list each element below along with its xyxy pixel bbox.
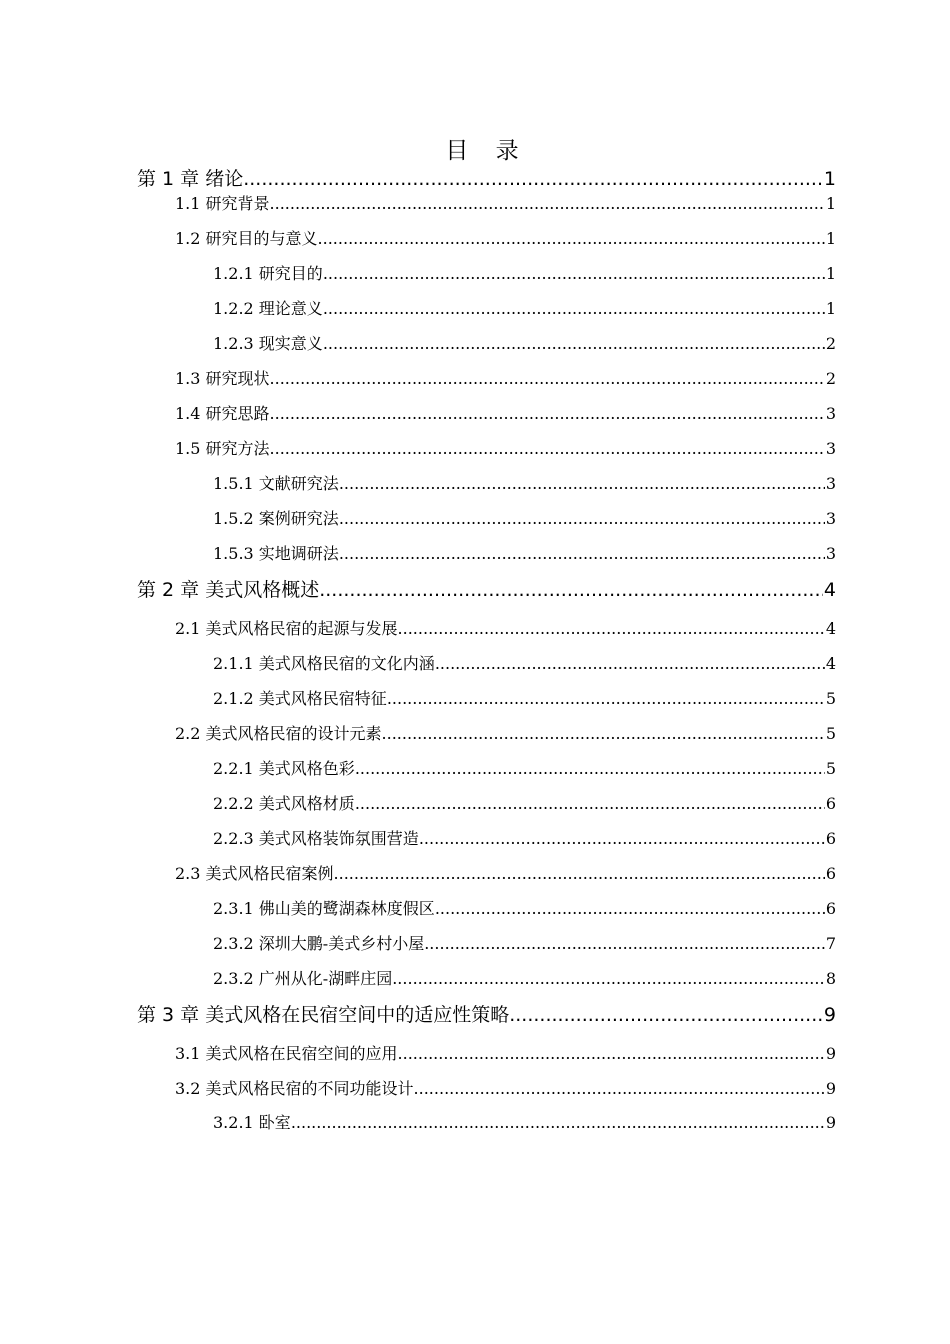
toc-page-number: 6 (825, 829, 836, 848)
toc-leader (392, 966, 825, 992)
toc-leader (509, 1000, 823, 1030)
toc-page-number: 3 (825, 509, 836, 528)
toc-entry-2-1[interactable] (175, 616, 836, 642)
toc-leader (270, 366, 825, 392)
toc-entry-text: 1.2.1 研究目的 (213, 264, 323, 283)
toc-entry-text: 1.2.2 理论意义 (213, 299, 323, 318)
toc-entry-text: 2.3.2 深圳大鹏-美式乡村小屋 (213, 934, 425, 953)
toc-leader (424, 931, 825, 957)
toc-entry-text: 2.2.2 美式风格材质 (213, 794, 355, 813)
toc-entry-chapter-1[interactable] (137, 164, 836, 194)
toc-leader (355, 791, 825, 817)
toc-entry-1-2-2[interactable] (213, 296, 836, 322)
toc-page-number: 5 (825, 689, 836, 708)
toc-entry-text: 1.5.1 文献研究法 (213, 474, 339, 493)
toc-leader (387, 686, 825, 712)
toc-page-number: 9 (823, 1004, 836, 1026)
toc-entry-text: 2.2.1 美式风格色彩 (213, 759, 355, 778)
toc-page-number: 9 (825, 1079, 836, 1098)
toc-page-number: 7 (825, 934, 836, 953)
toc-page-number: 4 (825, 619, 836, 638)
toc-page-number: 3 (825, 404, 836, 423)
toc-leader (419, 826, 825, 852)
toc-entry-text: 2.1.1 美式风格民宿的文化内涵 (213, 654, 435, 673)
toc-entry-3-2-1[interactable] (213, 1110, 836, 1136)
toc-entry-text: 3.1 美式风格在民宿空间的应用 (175, 1044, 398, 1063)
toc-entry-text: 2.2.3 美式风格装饰氛围营造 (213, 829, 419, 848)
toc-page-number: 3 (825, 439, 836, 458)
toc-entry-3-2[interactable] (175, 1076, 836, 1102)
toc-entry-text: 第 3 章 美式风格在民宿空间中的适应性策略 (137, 1004, 510, 1026)
toc-page-number: 8 (825, 969, 836, 988)
toc-page-number: 2 (825, 369, 836, 388)
toc-leader (318, 226, 825, 252)
toc-entry-2-1-2[interactable] (213, 686, 836, 712)
toc-leader (270, 191, 825, 217)
toc-entry-2-2-2[interactable] (213, 791, 836, 817)
toc-entry-text: 第 1 章 绪论 (137, 168, 244, 190)
toc-leader (414, 1076, 825, 1102)
toc-entry-chapter-3[interactable] (137, 1000, 836, 1030)
toc-page-number: 2 (825, 334, 836, 353)
toc-entry-text: 2.2 美式风格民宿的设计元素 (175, 724, 382, 743)
toc-page-number: 3 (825, 544, 836, 563)
toc-entry-text: 1.2.3 现实意义 (213, 334, 323, 353)
toc-page-number: 9 (825, 1044, 836, 1063)
toc-leader (319, 575, 823, 605)
toc-leader (339, 541, 825, 567)
toc-entry-1-4[interactable] (175, 401, 836, 427)
toc-page-number: 5 (825, 759, 836, 778)
toc-page-number: 1 (823, 168, 836, 190)
toc-page-number: 5 (825, 724, 836, 743)
toc-entry-1-2[interactable] (175, 226, 836, 252)
toc-page-number: 9 (825, 1113, 836, 1132)
toc-entry-1-5-2[interactable] (213, 506, 836, 532)
toc-page-number: 1 (825, 264, 836, 283)
toc-page-number: 4 (823, 579, 836, 601)
toc-entry-1-5[interactable] (175, 436, 836, 462)
toc-leader (382, 721, 825, 747)
toc-entry-2-3-2b[interactable] (213, 966, 836, 992)
toc-leader (291, 1110, 825, 1136)
toc-leader (398, 1041, 825, 1067)
toc-leader (323, 261, 825, 287)
toc-page-number: 3 (825, 474, 836, 493)
toc-entry-2-3-1[interactable] (213, 896, 836, 922)
toc-leader (435, 651, 825, 677)
toc-entry-1-2-1[interactable] (213, 261, 836, 287)
toc-entry-text: 1.2 研究目的与意义 (175, 229, 318, 248)
toc-entry-2-2-1[interactable] (213, 756, 836, 782)
toc-page-number: 1 (825, 194, 836, 213)
toc-leader (339, 506, 825, 532)
toc-entry-text: 2.3 美式风格民宿案例 (175, 864, 334, 883)
toc-title: 目 录 (445, 138, 529, 164)
toc-entry-text: 1.4 研究思路 (175, 404, 270, 423)
toc-leader (398, 616, 825, 642)
toc-entry-text: 2.1 美式风格民宿的起源与发展 (175, 619, 398, 638)
toc-entry-1-2-3[interactable] (213, 331, 836, 357)
toc-entry-text: 1.5 研究方法 (175, 439, 270, 458)
toc-leader (334, 861, 825, 887)
toc-page-number: 6 (825, 864, 836, 883)
toc-entry-1-5-1[interactable] (213, 471, 836, 497)
toc-entry-text: 2.1.2 美式风格民宿特征 (213, 689, 387, 708)
toc-entry-2-3[interactable] (175, 861, 836, 887)
toc-entry-text: 第 2 章 美式风格概述 (137, 579, 320, 601)
toc-leader (270, 401, 825, 427)
toc-entry-1-3[interactable] (175, 366, 836, 392)
toc-page-number: 6 (825, 899, 836, 918)
toc-leader (243, 164, 823, 194)
toc-leader (323, 331, 825, 357)
toc-page-number: 1 (825, 299, 836, 318)
toc-leader (435, 896, 825, 922)
toc-leader (270, 436, 825, 462)
toc-entry-text: 2.3.1 佛山美的鹭湖森林度假区 (213, 899, 435, 918)
toc-entry-text: 1.3 研究现状 (175, 369, 270, 388)
toc-entry-text: 2.3.2 广州从化-湖畔庄园 (213, 969, 393, 988)
toc-entry-2-2[interactable] (175, 721, 836, 747)
toc-leader (339, 471, 825, 497)
toc-entry-2-3-2[interactable] (213, 931, 836, 957)
toc-page-number: 6 (825, 794, 836, 813)
toc-page-number: 4 (825, 654, 836, 673)
toc-entry-2-2-3[interactable] (213, 826, 836, 852)
toc-entry-2-1-1[interactable] (213, 651, 836, 677)
toc-entry-chapter-2[interactable] (137, 575, 836, 605)
toc-entry-text: 1.1 研究背景 (175, 194, 270, 213)
toc-entry-text: 1.5.3 实地调研法 (213, 544, 339, 563)
toc-entry-text: 3.2.1 卧室 (213, 1113, 291, 1132)
toc-entry-3-1[interactable] (175, 1041, 836, 1067)
toc-page-number: 1 (825, 229, 836, 248)
toc-entry-1-5-3[interactable] (213, 541, 836, 567)
toc-leader (355, 756, 825, 782)
toc-entry-text: 3.2 美式风格民宿的不同功能设计 (175, 1079, 414, 1098)
toc-leader (323, 296, 825, 322)
toc-entry-1-1[interactable] (175, 191, 836, 217)
toc-entry-text: 1.5.2 案例研究法 (213, 509, 339, 528)
